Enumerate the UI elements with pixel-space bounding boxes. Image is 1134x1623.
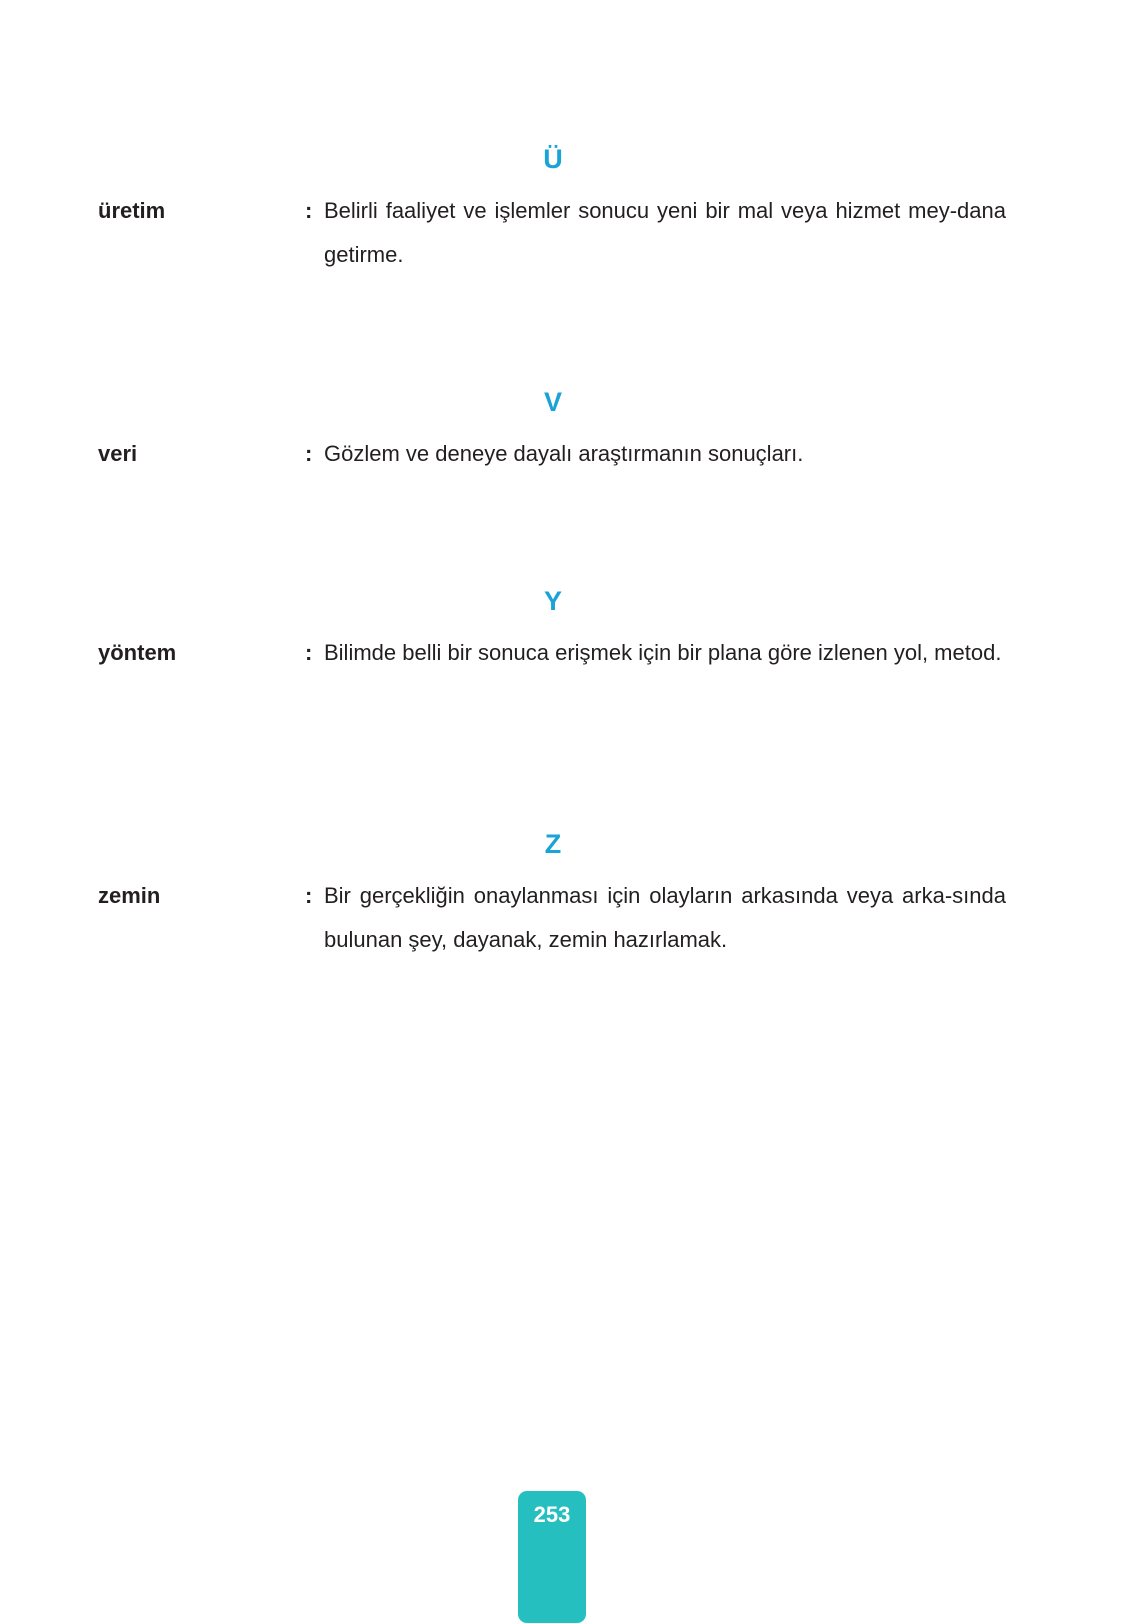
term-yontem: yöntem: [98, 640, 177, 665]
definition-zemin: Bir gerçekliğin onaylanması için olayların arkasında veya arka-sında bulunan şey, dayanak, zemin hazırlamak.: [324, 883, 1006, 952]
definition-uretim: Belirli faaliyet ve işlemler sonucu yeni bir mal veya hizmet mey-dana getirme.: [324, 198, 1006, 267]
colon-separator: :: [305, 883, 313, 908]
definition-yontem: Bilimde belli bir sonuca erişmek için bir plana göre izlenen yol, metod.: [324, 640, 1002, 665]
term-veri: veri: [98, 441, 138, 466]
colon-separator: :: [305, 640, 313, 665]
page-number: 253: [533, 1502, 571, 1527]
term-uretim: üretim: [98, 198, 166, 223]
colon-separator: :: [305, 198, 313, 223]
section-letter-y: Y: [543, 586, 562, 616]
page-number-tab: [518, 1491, 586, 1623]
section-letter-z: Z: [544, 829, 562, 859]
term-zemin: zemin: [98, 883, 161, 908]
definition-veri: Gözlem ve deneye dayalı araştırmanın sonuçları.: [324, 441, 804, 466]
section-letter-u: Ü: [543, 144, 563, 174]
colon-separator: :: [305, 441, 313, 466]
section-letter-v: V: [543, 387, 562, 417]
